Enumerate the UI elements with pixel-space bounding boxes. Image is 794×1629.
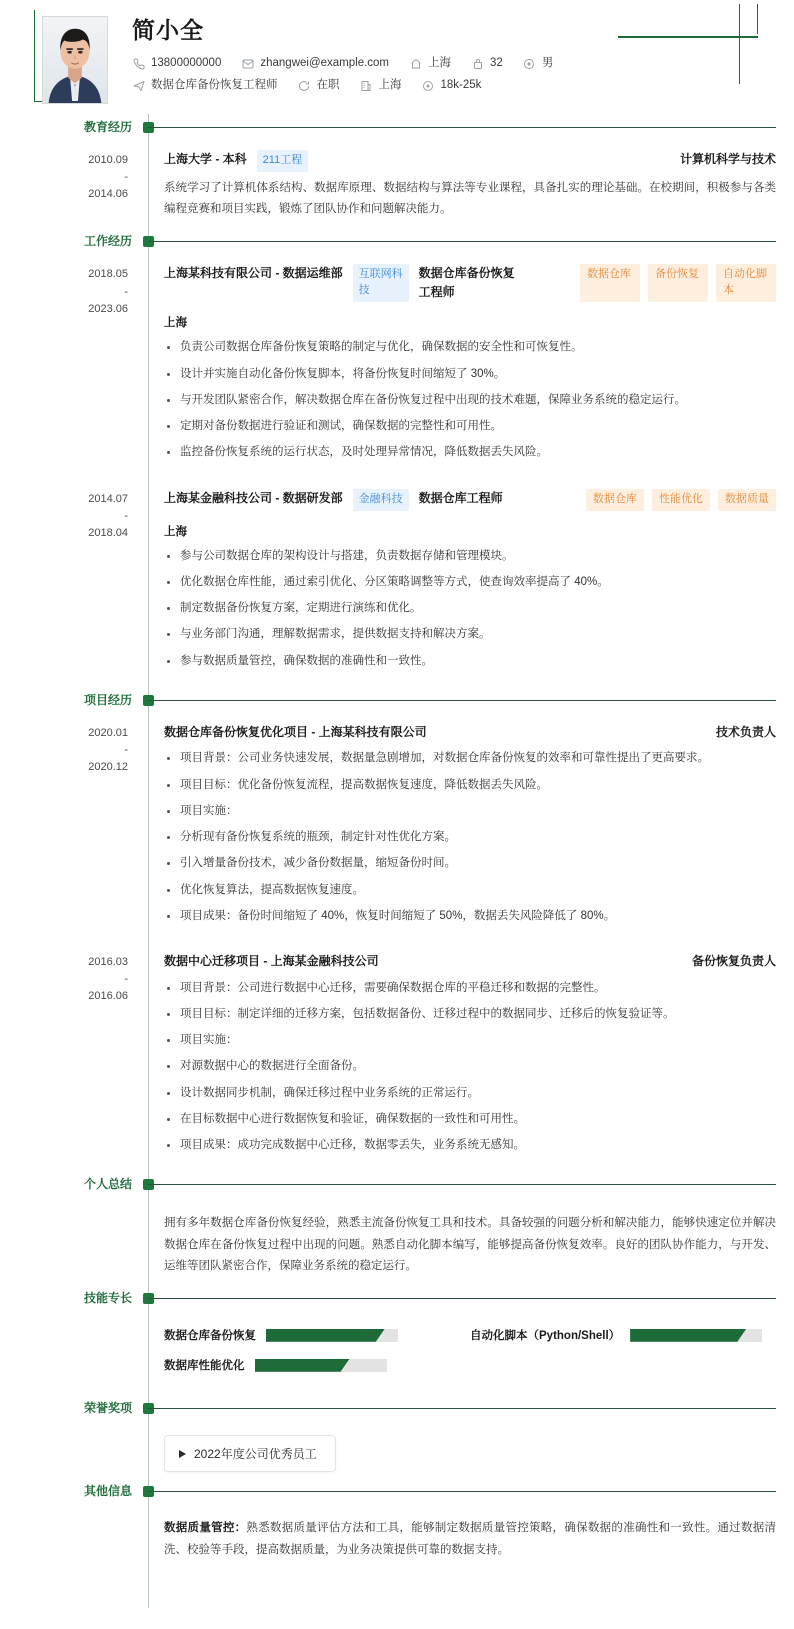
desired-city-text: 上海 bbox=[378, 79, 402, 92]
skill-progress-bar bbox=[255, 1359, 387, 1372]
page-title: 简小全 bbox=[132, 17, 204, 43]
work-date-end: 2018.04 bbox=[88, 526, 128, 539]
project-title-row bbox=[164, 952, 776, 971]
work-date-start: 2018.05 bbox=[88, 268, 128, 281]
work-skill-tag: 数据仓库 bbox=[580, 264, 640, 302]
education-description: 系统学习了计算机体系结构、数据库原理、数据结构与算法等专业课程，具备扎实的理论基础。在校期间，积极参与各类编程竞赛和项目实践，锻炼了团队协作和问题解决能力。 bbox=[164, 181, 776, 216]
education-school: 上海大学 - 本科 bbox=[164, 152, 247, 166]
decor-line-right-vertical-long bbox=[739, 4, 740, 84]
list-item: 监控备份恢复系统的运行状态，及时处理异常情况，降低数据丢失风险。 bbox=[164, 444, 776, 461]
list-item: 项目背景：公司业务快速发展，数据量急剧增加，对数据仓库备份恢复的效率和可靠性提出了更高要求。 bbox=[164, 750, 776, 767]
list-item: 对源数据中心的数据进行全面备份。 bbox=[164, 1058, 776, 1075]
other-item-text: 熟悉数据质量评估方法和工具，能够制定数据质量管控策略，确保数据的准确性和一致性。通过数据清洗、校验等手段，提高数据质量，为业务决策提供可靠的数据支持。 bbox=[164, 1522, 776, 1557]
section-summary bbox=[0, 1171, 794, 1285]
header-main bbox=[132, 16, 764, 101]
contact-row-primary bbox=[132, 57, 764, 70]
section-project bbox=[0, 687, 794, 1172]
work-skill-tag: 数据质量 bbox=[718, 489, 776, 511]
list-item: 引入增量备份技术，减少备份数据量，缩短备份时间。 bbox=[164, 855, 776, 872]
list-item: 优化恢复算法，提高数据恢复速度。 bbox=[164, 882, 776, 899]
desired-salary bbox=[422, 79, 482, 92]
status-icon bbox=[298, 79, 311, 92]
work-status bbox=[298, 79, 340, 92]
section-header-summary bbox=[0, 1171, 794, 1197]
project-date-start: 2020.01 bbox=[88, 726, 128, 739]
contact-phone bbox=[132, 57, 221, 70]
skill-item bbox=[470, 1327, 776, 1343]
work-date-end: 2023.06 bbox=[88, 302, 128, 315]
age-icon bbox=[471, 57, 484, 70]
other-list bbox=[0, 1504, 794, 1568]
list-item: 项目成果：备份时间缩短了 40%，恢复时间缩短了 50%，数据丢失风险降低了 80%。 bbox=[164, 908, 776, 925]
list-item: 设计数据同步机制，确保迁移过程中业务系统的正常运行。 bbox=[164, 1085, 776, 1102]
summary-entry bbox=[0, 1197, 794, 1285]
contact-email bbox=[241, 57, 389, 70]
skills-entry bbox=[0, 1311, 794, 1395]
education-date bbox=[0, 152, 140, 203]
mail-icon bbox=[241, 57, 254, 70]
work-company: 上海某科技有限公司 - 数据运维部 bbox=[164, 266, 343, 281]
education-major: 计算机科学与技术 bbox=[679, 152, 776, 166]
decor-line-left-vertical bbox=[34, 10, 35, 102]
skill-item bbox=[164, 1357, 470, 1373]
section-title-work: 工作经历 bbox=[83, 234, 132, 249]
list-item: 制定数据备份恢复方案，定期进行演练和优化。 bbox=[164, 600, 776, 617]
desired-city bbox=[360, 79, 402, 92]
desired-job-text: 数据仓库备份恢复工程师 bbox=[151, 79, 278, 92]
decor-line-right-vertical-short bbox=[757, 4, 758, 34]
work-date-start: 2014.07 bbox=[88, 492, 128, 505]
section-divider-project bbox=[148, 700, 776, 701]
skill-progress-bar bbox=[266, 1329, 398, 1342]
project-date-end: 2020.12 bbox=[88, 760, 128, 773]
work-title-row bbox=[164, 264, 776, 302]
education-title-row bbox=[164, 150, 776, 172]
triangle-icon bbox=[179, 1450, 186, 1458]
contact-age bbox=[471, 57, 503, 70]
list-item: 负责公司数据仓库备份恢复策略的制定与优化，确保数据的安全性和可恢复性。 bbox=[164, 339, 776, 356]
work-status-text: 在职 bbox=[316, 79, 340, 92]
skill-progress-fill bbox=[255, 1359, 350, 1372]
project-role: 技术负责人 bbox=[715, 724, 776, 739]
contact-location bbox=[409, 57, 451, 70]
project-date bbox=[0, 725, 140, 776]
contact-row-secondary bbox=[132, 79, 764, 92]
education-entry bbox=[0, 140, 794, 228]
section-divider-skills bbox=[148, 1298, 776, 1299]
list-item: 项目背景：公司进行数据中心迁移，需要确保数据仓库的平稳迁移和数据的完整性。 bbox=[164, 980, 776, 997]
section-divider-work bbox=[148, 241, 776, 242]
work-skill-tags bbox=[580, 264, 776, 302]
work-role: 数据仓库备份恢复工程师 bbox=[418, 266, 515, 300]
contact-location-text: 上海 bbox=[428, 57, 452, 70]
section-header-work bbox=[0, 228, 794, 254]
section-divider-awards bbox=[148, 1408, 776, 1409]
other-item bbox=[164, 1518, 776, 1562]
section-title-education: 教育经历 bbox=[83, 120, 132, 134]
work-date-separator: - bbox=[124, 285, 128, 298]
section-title-summary: 个人总结 bbox=[83, 1177, 132, 1192]
list-item: 项目目标：优化备份恢复流程，提高数据恢复速度，降低数据丢失风险。 bbox=[164, 777, 776, 794]
work-company: 上海某金融科技公司 - 数据研发部 bbox=[164, 490, 343, 505]
project-date-start: 2016.03 bbox=[88, 956, 128, 969]
work-date-separator: - bbox=[124, 509, 128, 522]
section-education bbox=[0, 114, 794, 228]
education-date-start: 2010.09 bbox=[88, 154, 128, 166]
award-label: 2022年度公司优秀员工 bbox=[194, 1447, 317, 1462]
list-item: 在目标数据中心进行数据恢复和验证，确保数据的一致性和可用性。 bbox=[164, 1111, 776, 1128]
contact-email-text: zhangwei@example.com bbox=[260, 57, 390, 70]
work-bullets bbox=[164, 548, 776, 670]
skill-name: 自动化脚本（Python/Shell） bbox=[470, 1330, 621, 1343]
summary-text: 拥有多年数据仓库备份恢复经验，熟悉主流备份恢复工具和技术。具备较强的问题分析和解决能力，能够快速定位并解决数据仓库在备份恢复过程中出现的问题。熟悉自动化脚本编写，能够提高备份恢复效率。良好的团队协作能力，与开发、运维等团队紧密合作，保障业务系统的稳定运行。 bbox=[164, 1217, 776, 1272]
award-item[interactable] bbox=[164, 1435, 336, 1472]
section-header-project bbox=[0, 687, 794, 713]
gender-icon bbox=[523, 57, 536, 70]
city-icon bbox=[360, 79, 373, 92]
section-other bbox=[0, 1478, 794, 1568]
list-item: 项目目标：制定详细的迁移方案，包括数据备份、迁移过程中的数据同步、迁移后的恢复验证等。 bbox=[164, 1006, 776, 1023]
skill-item bbox=[164, 1327, 470, 1343]
skill-name: 数据库性能优化 bbox=[164, 1360, 245, 1373]
project-bullets bbox=[164, 980, 776, 1155]
work-bullets bbox=[164, 339, 776, 461]
work-skill-tags bbox=[586, 489, 776, 511]
section-skills bbox=[0, 1285, 794, 1395]
work-location: 上海 bbox=[164, 525, 187, 538]
section-awards bbox=[0, 1395, 794, 1478]
skill-list bbox=[164, 1327, 776, 1387]
resume-body bbox=[0, 114, 794, 1608]
list-item: 定期对备份数据进行验证和测试，确保数据的完整性和可用性。 bbox=[164, 418, 776, 435]
list-item: 优化数据仓库性能，通过索引优化、分区策略调整等方式，使查询效率提高了 40%。 bbox=[164, 574, 776, 591]
awards-list bbox=[0, 1421, 794, 1478]
location-icon bbox=[409, 57, 422, 70]
project-date-separator: - bbox=[124, 743, 128, 756]
contact-gender bbox=[523, 57, 554, 70]
project-entry bbox=[0, 713, 794, 942]
section-title-project: 项目经历 bbox=[83, 692, 132, 707]
phone-icon bbox=[132, 57, 145, 70]
work-location: 上海 bbox=[164, 317, 187, 330]
section-title-awards: 荣誉奖项 bbox=[83, 1401, 132, 1416]
work-date bbox=[0, 491, 140, 542]
list-item: 项目成果：成功完成数据中心迁移，数据零丢失，业务系统无感知。 bbox=[164, 1137, 776, 1154]
list-item: 项目实施： bbox=[164, 1032, 776, 1049]
list-item: 与开发团队紧密合作，解决数据仓库在备份恢复过程中出现的技术难题，保障业务系统的稳定运行。 bbox=[164, 392, 776, 409]
desired-job bbox=[132, 79, 278, 92]
section-work bbox=[0, 228, 794, 686]
project-date-end: 2016.06 bbox=[88, 990, 128, 1003]
contact-phone-text: 13800000000 bbox=[151, 57, 222, 70]
section-header-education bbox=[0, 114, 794, 140]
contact-age-text: 32 bbox=[490, 57, 503, 70]
desired-salary-text: 18k-25k bbox=[440, 79, 482, 92]
work-industry-tag: 互联网科技 bbox=[353, 264, 409, 302]
skill-progress-fill bbox=[630, 1329, 746, 1342]
work-skill-tag: 自动化脚本 bbox=[716, 264, 776, 302]
project-name: 数据仓库备份恢复优化项目 - 上海某科技有限公司 bbox=[164, 724, 427, 739]
section-header-other bbox=[0, 1478, 794, 1504]
section-title-other: 其他信息 bbox=[83, 1484, 132, 1499]
list-item: 与业务部门沟通，理解数据需求，提供数据支持和解决方案。 bbox=[164, 626, 776, 643]
work-role: 数据仓库工程师 bbox=[418, 490, 503, 505]
section-divider-education bbox=[148, 127, 776, 128]
project-date bbox=[0, 954, 140, 1005]
education-tag: 211工程 bbox=[257, 150, 309, 172]
education-date-end: 2014.06 bbox=[88, 188, 128, 201]
contact-gender-text: 男 bbox=[541, 57, 554, 70]
list-item: 参与数据质量管控，确保数据的准确性和一致性。 bbox=[164, 653, 776, 670]
work-entry bbox=[0, 254, 794, 478]
avatar bbox=[42, 16, 108, 104]
project-bullets bbox=[164, 750, 776, 925]
salary-icon bbox=[422, 79, 435, 92]
project-name: 数据中心迁移项目 - 上海某金融科技公司 bbox=[164, 954, 379, 969]
work-entry bbox=[0, 479, 794, 687]
project-entry bbox=[0, 942, 794, 1171]
project-role: 备份恢复负责人 bbox=[691, 954, 776, 969]
project-title-row bbox=[164, 723, 776, 742]
list-item: 参与公司数据仓库的架构设计与搭建，负责数据存储和管理模块。 bbox=[164, 548, 776, 565]
list-item: 设计并实施自动化备份恢复脚本，将备份恢复时间缩短了 30%。 bbox=[164, 366, 776, 383]
resume-header bbox=[0, 0, 794, 114]
project-date-separator: - bbox=[124, 973, 128, 986]
section-title-skills: 技能专长 bbox=[83, 1291, 132, 1306]
section-header-awards bbox=[0, 1395, 794, 1421]
education-date-separator: - bbox=[124, 171, 128, 184]
job-icon bbox=[132, 79, 145, 92]
skill-progress-fill bbox=[266, 1329, 385, 1342]
work-skill-tag: 数据仓库 bbox=[586, 489, 644, 511]
skill-progress-bar bbox=[630, 1329, 762, 1342]
section-divider-other bbox=[148, 1491, 776, 1492]
section-header-skills bbox=[0, 1285, 794, 1311]
list-item: 分析现有备份恢复系统的瓶颈，制定针对性优化方案。 bbox=[164, 829, 776, 846]
other-item-label: 数据质量管控： bbox=[164, 1522, 247, 1535]
list-item: 项目实施： bbox=[164, 803, 776, 820]
work-skill-tag: 备份恢复 bbox=[648, 264, 708, 302]
decor-line-right-horizontal bbox=[618, 36, 758, 38]
work-industry-tag: 金融科技 bbox=[353, 489, 409, 511]
work-date bbox=[0, 266, 140, 317]
work-skill-tag: 性能优化 bbox=[652, 489, 710, 511]
work-title-row bbox=[164, 489, 776, 511]
section-divider-summary bbox=[148, 1184, 776, 1185]
skill-name: 数据仓库备份恢复 bbox=[164, 1330, 256, 1343]
